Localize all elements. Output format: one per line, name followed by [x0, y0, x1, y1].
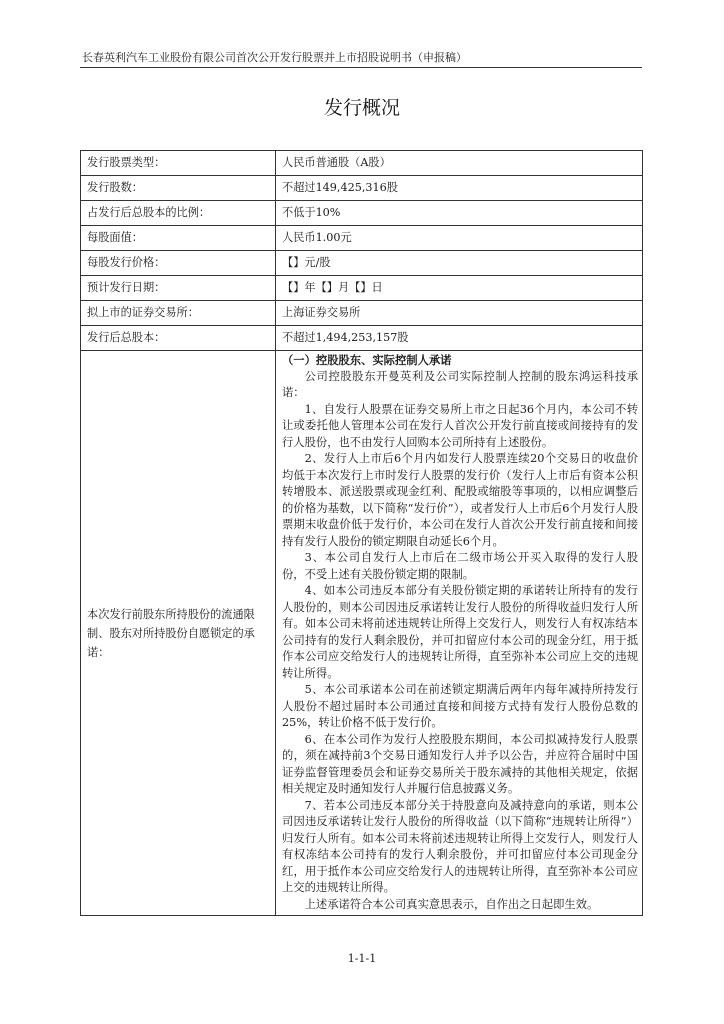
commitment-paragraph: 1、自发行人股票在证券交易所上市之日起36个月内，本公司不转让或委托他人管理本公司在发行人首次公开发行前直接或间接持有的发行人股份，也不由发行人回购本公司所持有上述股份。	[282, 402, 638, 449]
commitment-paragraph: 6、在本公司作为发行人控股股东期间，本公司拟减持发行人股票的，须在减持前3个交易日通知发行人并予以公告，并应符合届时中国证券监督管理委员会和证券交易所关于股东减持的其他相关规定，依据相关规定及时通知发行人并履行信息披露义务。	[282, 732, 638, 795]
table-row	[81, 251, 643, 276]
row-value: 【】元/股	[276, 251, 643, 276]
table-row	[81, 201, 643, 226]
row-label: 占发行后总股本的比例：	[81, 201, 276, 226]
page-title: 发行概况	[323, 97, 400, 119]
row-value: 不低于10%	[276, 201, 643, 226]
table-row	[81, 276, 643, 301]
row-label: 发行后总股本：	[81, 326, 276, 351]
row-label: 发行股数：	[81, 176, 276, 201]
commitment-paragraph: 公司控股股东开曼英利及公司实际控制人控制的股东鸿运科技承诺：	[282, 369, 638, 399]
table-row	[81, 326, 643, 351]
row-label: 每股发行价格：	[81, 251, 276, 276]
table-row	[81, 226, 643, 251]
table-row	[81, 176, 643, 201]
table-row	[81, 301, 643, 326]
commitment-row	[81, 351, 643, 916]
row-label: 预计发行日期：	[81, 276, 276, 301]
commitment-paragraph: 3、本公司自发行人上市后在二级市场公开买入取得的发行人股份，不受上述有关股份锁定期的限制。	[282, 551, 638, 581]
commitment-paragraph: 4、如本公司违反本部分有关股份锁定期的承诺转让所持有的发行人股份的，则本公司因违反承诺转让发行人股份的所得收益归发行人所有。如本公司未将前述违规转让所得上交发行人，则发行人有权冻结本公司持有的发行人剩余股份，并可扣留应付本公司的现金分红，用于抵作本公司应交给发行人的违规转让所得，直至弥补本公司应上交的违规转让所得。	[282, 584, 638, 680]
page-number: 1-1-1	[347, 952, 377, 965]
commitment-label: 本次发行前股东所持股份的流通限制、股东对所持股份自愿锁定的承诺：	[81, 351, 276, 916]
commitment-text	[276, 351, 643, 916]
document-header: 长春英利汽车工业股份有限公司首次公开发行股票并上市招股说明书（申报稿）	[82, 51, 467, 64]
row-value: 人民币普通股（A股）	[276, 151, 643, 176]
row-label: 拟上市的证券交易所：	[81, 301, 276, 326]
commitment-paragraph: 5、本公司承诺本公司在前述锁定期满后两年内每年减持所持发行人股份不超过届时本公司通过直接和间接方式持有发行人股份总数的25%，转让价格不低于发行价。	[282, 683, 638, 729]
row-value: 上海证券交易所	[276, 301, 643, 326]
commitment-paragraph: 2、发行人上市后6个月内如发行人股票连续20个交易日的收盘价均低于本次发行上市时发行人股票的发行价（发行人上市后有资本公积转增股本、派送股票或现金红利、配股或缩股等事项的，以相应调整后的价格为基数，以下简称“发行价”），或者发行人上市后6个月发行人股票期末收盘价低于发行价，本公司在发行人首次公开发行前直接和间接持有发行人股份的锁定期限自动延长6个月。	[282, 452, 638, 548]
row-value: 【】年【】月【】日	[276, 276, 643, 301]
row-value: 人民币1.00元	[276, 226, 643, 251]
row-label: 每股面值：	[81, 226, 276, 251]
offering-table	[80, 150, 643, 916]
table-row	[81, 151, 643, 176]
commitment-paragraph: 7、若本公司违反本部分关于持股意向及减持意向的承诺，则本公司因违反承诺转让发行人股份的所得收益（以下简称“违规转让所得”）归发行人所有。如本公司未将前述违规转让所得上交发行人，则发行人有权冻结本公司持有的发行人剩余股份，并可扣留应付本公司现金分红，用于抵作本公司应交给发行人的违规转让所得，直至弥补本公司应上交的违规转让所得。	[282, 798, 638, 894]
row-value: 不超过149,425,316股	[276, 176, 643, 201]
commitment-paragraph: 上述承诺符合本公司真实意思表示，自作出之日起即生效。	[304, 897, 599, 911]
row-label: 发行股票类型：	[81, 151, 276, 176]
row-value: 不超过1,494,253,157股	[276, 326, 643, 351]
header-rule	[80, 67, 642, 68]
commitment-heading: （一）控股股东、实际控制人承诺	[282, 353, 452, 367]
